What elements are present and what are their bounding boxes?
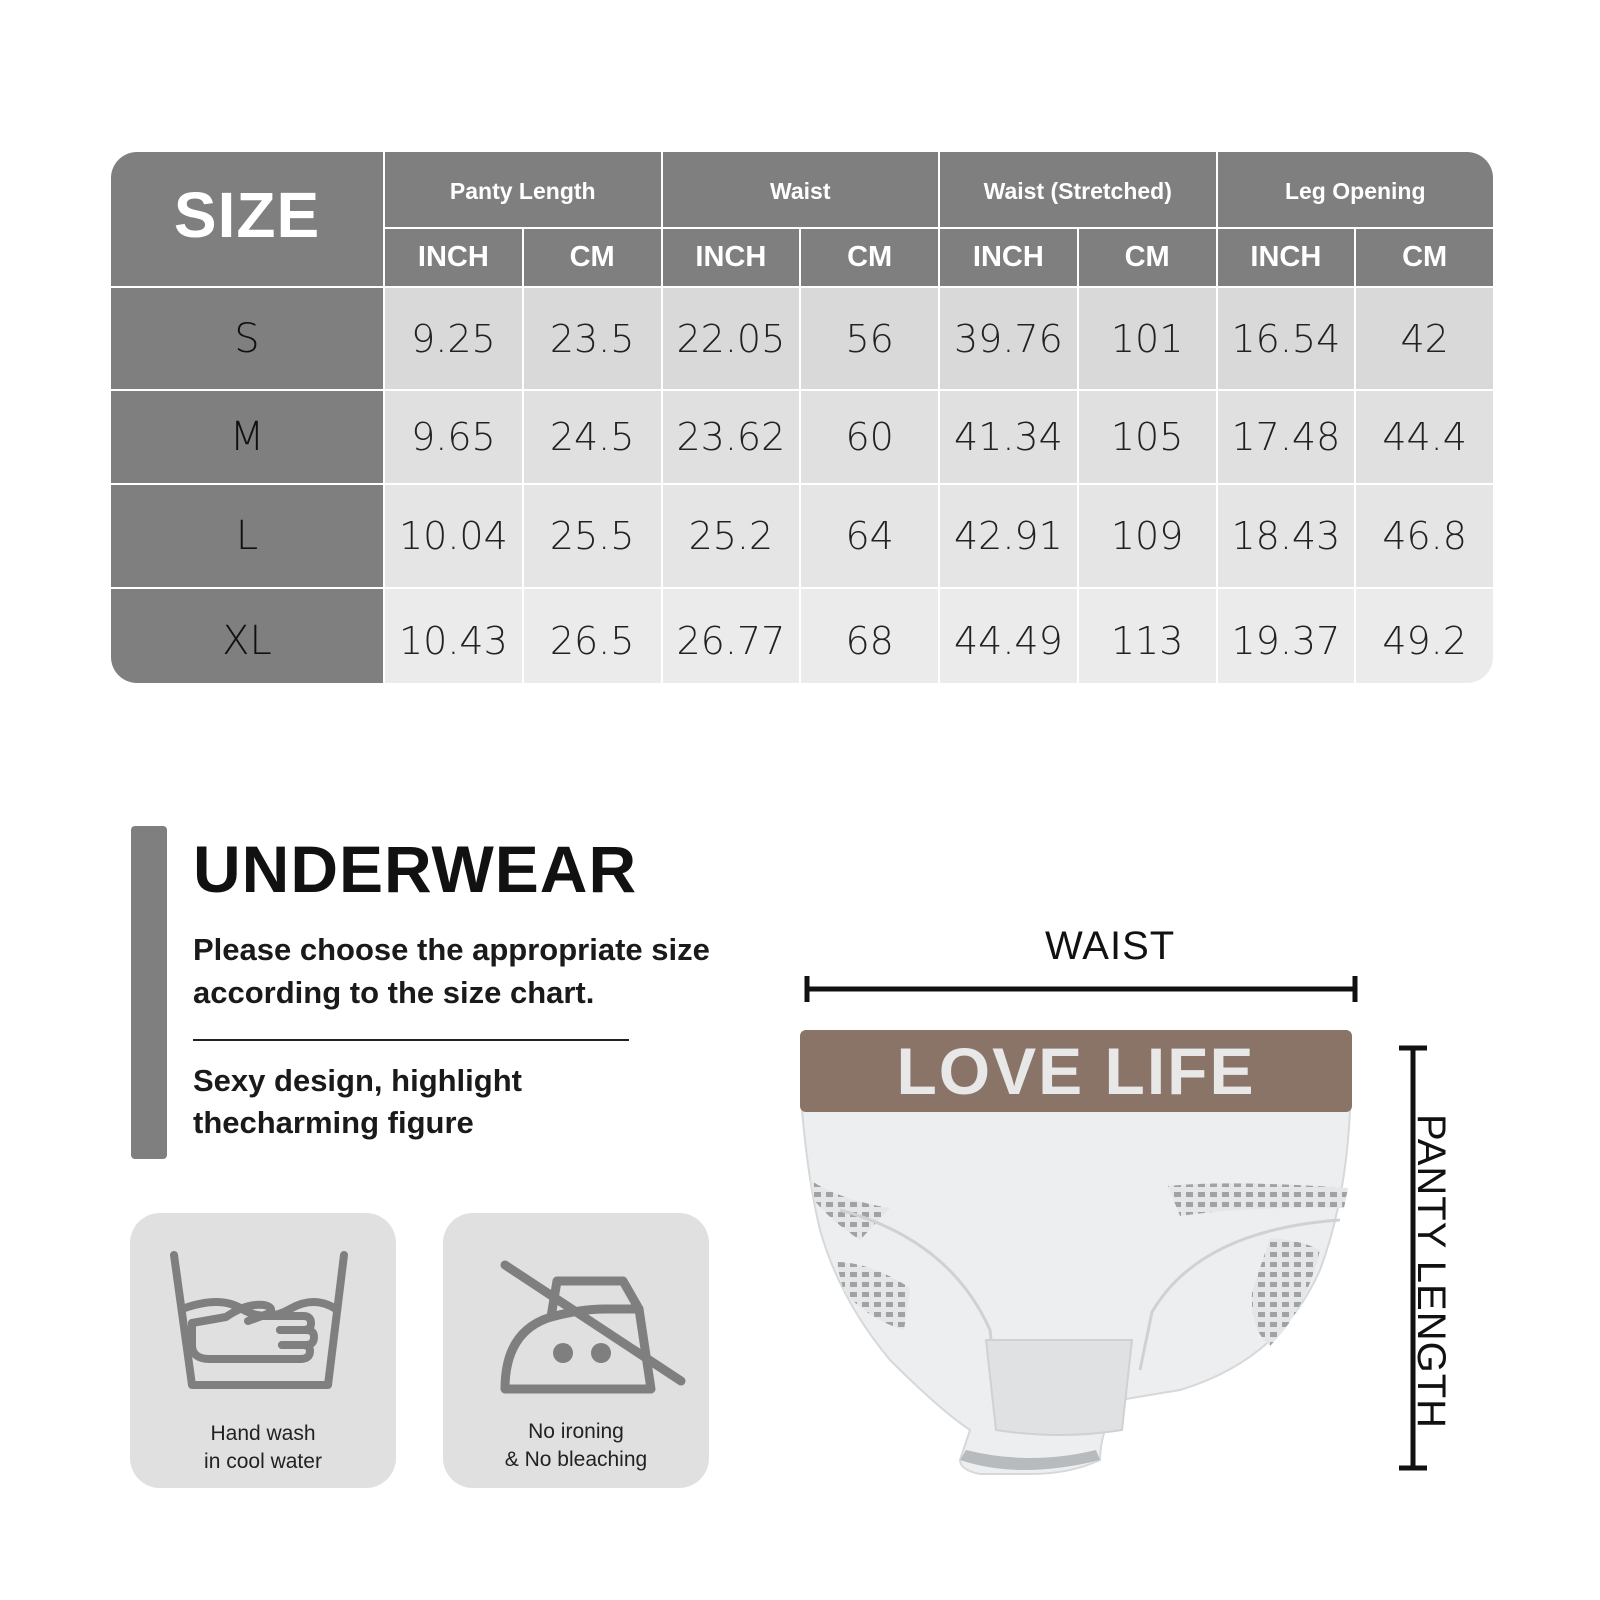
product-feature: Sexy design, highlight thecharming figure [193,1063,522,1140]
table-cell: 68 [801,589,938,683]
hand-wash-basin-icon [130,1213,396,1413]
care-card-no-iron [443,1213,709,1488]
table-cell: 22.05 [663,288,800,389]
size-label: S [111,288,383,389]
divider [193,1039,629,1041]
table-cell: 26.5 [524,589,661,683]
table-cell: 10.04 [385,485,522,587]
care-no-iron-line1: No ironing [528,1420,624,1443]
care-hand-wash-line2: in cool water [204,1450,322,1473]
table-cell: 9.25 [385,288,522,389]
unit-header: INCH [385,229,522,286]
group-header-leg-opening: Leg Opening [1218,152,1494,227]
table-cell: 24.5 [524,391,661,483]
product-description: Please choose the appropriate size according to the size chart. [193,932,710,1010]
table-cell: 39.76 [940,288,1077,389]
unit-header: CM [801,229,938,286]
size-label: L [111,485,383,587]
table-cell: 109 [1079,485,1216,587]
table-cell: 23.5 [524,288,661,389]
table-cell: 26.77 [663,589,800,683]
table-cell: 42 [1356,288,1493,389]
underwear-product-image [800,1030,1360,1490]
table-cell: 19.37 [1218,589,1355,683]
table-cell: 56 [801,288,938,389]
table-cell: 9.65 [385,391,522,483]
table-cell: 44.49 [940,589,1077,683]
table-cell: 44.4 [1356,391,1493,483]
accent-bar [131,826,167,1159]
product-title: UNDERWEAR [193,832,638,906]
care-no-iron-line2: & No bleaching [504,1448,648,1471]
size-label: XL [111,589,383,683]
care-no-iron-label [443,1418,709,1474]
table-cell: 64 [801,485,938,587]
panty-length-label: PANTY LENGTH [1409,1114,1453,1430]
table-cell: 60 [801,391,938,483]
table-cell: 25.2 [663,485,800,587]
table-cell: 46.8 [1356,485,1493,587]
table-cell: 42.91 [940,485,1077,587]
table-cell: 101 [1079,288,1216,389]
care-hand-wash-label [130,1420,396,1476]
size-column-header: SIZE [111,152,383,286]
care-hand-wash-line1: Hand wash [210,1422,316,1445]
table-cell: 18.43 [1218,485,1355,587]
group-header-waist-stretched: Waist (Stretched) [940,152,1216,227]
waist-measure-line [800,970,1370,1010]
unit-header: CM [1356,229,1493,286]
unit-header: CM [1079,229,1216,286]
waistband-text: LOVE LIFE [896,1034,1256,1108]
unit-header: INCH [940,229,1077,286]
panty-length-measure-line [1394,1044,1434,1474]
unit-header: INCH [663,229,800,286]
table-cell: 49.2 [1356,589,1493,683]
table-cell: 10.43 [385,589,522,683]
size-label: M [111,391,383,483]
table-cell: 23.62 [663,391,800,483]
table-cell: 25.5 [524,485,661,587]
unit-header: INCH [1218,229,1355,286]
no-iron-icon [443,1213,709,1413]
waist-measure-label: WAIST [1045,924,1176,968]
table-cell: 105 [1079,391,1216,483]
care-card-hand-wash [130,1213,396,1488]
table-cell: 113 [1079,589,1216,683]
table-cell: 17.48 [1218,391,1355,483]
table-cell: 41.34 [940,391,1077,483]
unit-header: CM [524,229,661,286]
table-cell: 16.54 [1218,288,1355,389]
group-header-panty-length: Panty Length [385,152,661,227]
group-header-waist: Waist [663,152,939,227]
size-chart-table [111,152,1493,683]
